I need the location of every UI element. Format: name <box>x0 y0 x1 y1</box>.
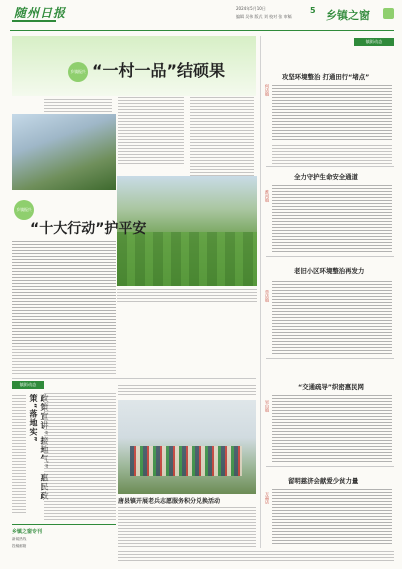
side-label-2: 淮河镇 <box>265 190 270 202</box>
right-headline-4: “交通疏导”织密惠民网 <box>298 383 364 391</box>
side-label-5: 万福店 <box>265 492 270 504</box>
tag-rural-1: 乡镇振兴 <box>68 62 88 82</box>
masthead <box>0 0 402 34</box>
masthead-rule <box>10 30 394 31</box>
right-divider-4 <box>266 466 394 467</box>
right-text-5 <box>272 488 392 546</box>
headline-policy: 策“落地实” <box>29 394 38 443</box>
section-title: 乡镇之窗 <box>326 9 370 22</box>
side-label-4: 吴山镇 <box>265 400 270 412</box>
right-headline-3: 老旧小区环境整治再发力 <box>294 267 365 275</box>
right-divider-2 <box>266 256 394 257</box>
tag-rural-2: 乡镇振兴 <box>14 200 34 220</box>
right-divider-3 <box>266 358 394 359</box>
body-text-5 <box>12 345 116 375</box>
photo-caption-gathering <box>118 384 256 396</box>
tag-town-news-left: 镇街动态 <box>12 381 44 389</box>
right-headline-1: 攻坚环境整治 打通田行“堵点” <box>282 73 370 81</box>
photo-caption-orchard <box>117 288 257 302</box>
body-text-2 <box>118 96 184 166</box>
body-text-veterans <box>118 506 256 548</box>
footer-email: 投稿邮箱 <box>12 544 27 548</box>
side-label-1: 何店镇 <box>265 84 270 96</box>
right-text-4 <box>272 394 392 464</box>
photo-gathering-people <box>130 446 242 476</box>
side-label-3: 草店镇 <box>265 290 270 302</box>
right-text-2 <box>272 184 392 254</box>
body-text-policy-b <box>44 392 116 522</box>
photo-orchard-trees <box>117 232 257 286</box>
column-divider <box>260 36 261 548</box>
right-headline-2: 全力守护生命安全通道 <box>294 173 358 181</box>
footer-ads <box>118 550 394 562</box>
headline-veterans: 唐县镇开展老兵志愿服务积分兑换活动 <box>118 498 221 505</box>
right-headline-5: 留明慈济会献爱少贫力量 <box>288 477 359 485</box>
section-leaf-icon <box>383 8 394 19</box>
editor-line: 编辑 吴伟 版式 刘 校对 张 审稿 <box>236 14 292 19</box>
right-text-1 <box>272 84 392 142</box>
right-text-1b <box>272 144 392 164</box>
headline-ten-actions: “十大行动”护平安 <box>30 221 147 237</box>
newspaper-logo: 随州日报 <box>14 6 67 20</box>
footer-rule <box>12 524 116 525</box>
page-number: 5 <box>310 6 316 15</box>
footer-hotline: 新闻热线 <box>12 537 27 541</box>
right-divider-1 <box>266 166 394 167</box>
tag-town-news-right: 镇街动态 <box>354 38 394 46</box>
headline-one-village: “一村一品”结硕果 <box>92 61 226 80</box>
body-text-4 <box>12 240 116 344</box>
divider-left-1 <box>12 378 256 379</box>
photo-greenhouse <box>12 114 116 190</box>
date-line: 2024年5月10日 <box>236 6 266 11</box>
right-text-3 <box>272 280 392 356</box>
logo-underline <box>12 20 56 22</box>
footer-title: 乡镇之窗专刊 <box>12 529 43 535</box>
body-text-3 <box>190 96 254 176</box>
body-text-policy-a <box>12 394 26 514</box>
